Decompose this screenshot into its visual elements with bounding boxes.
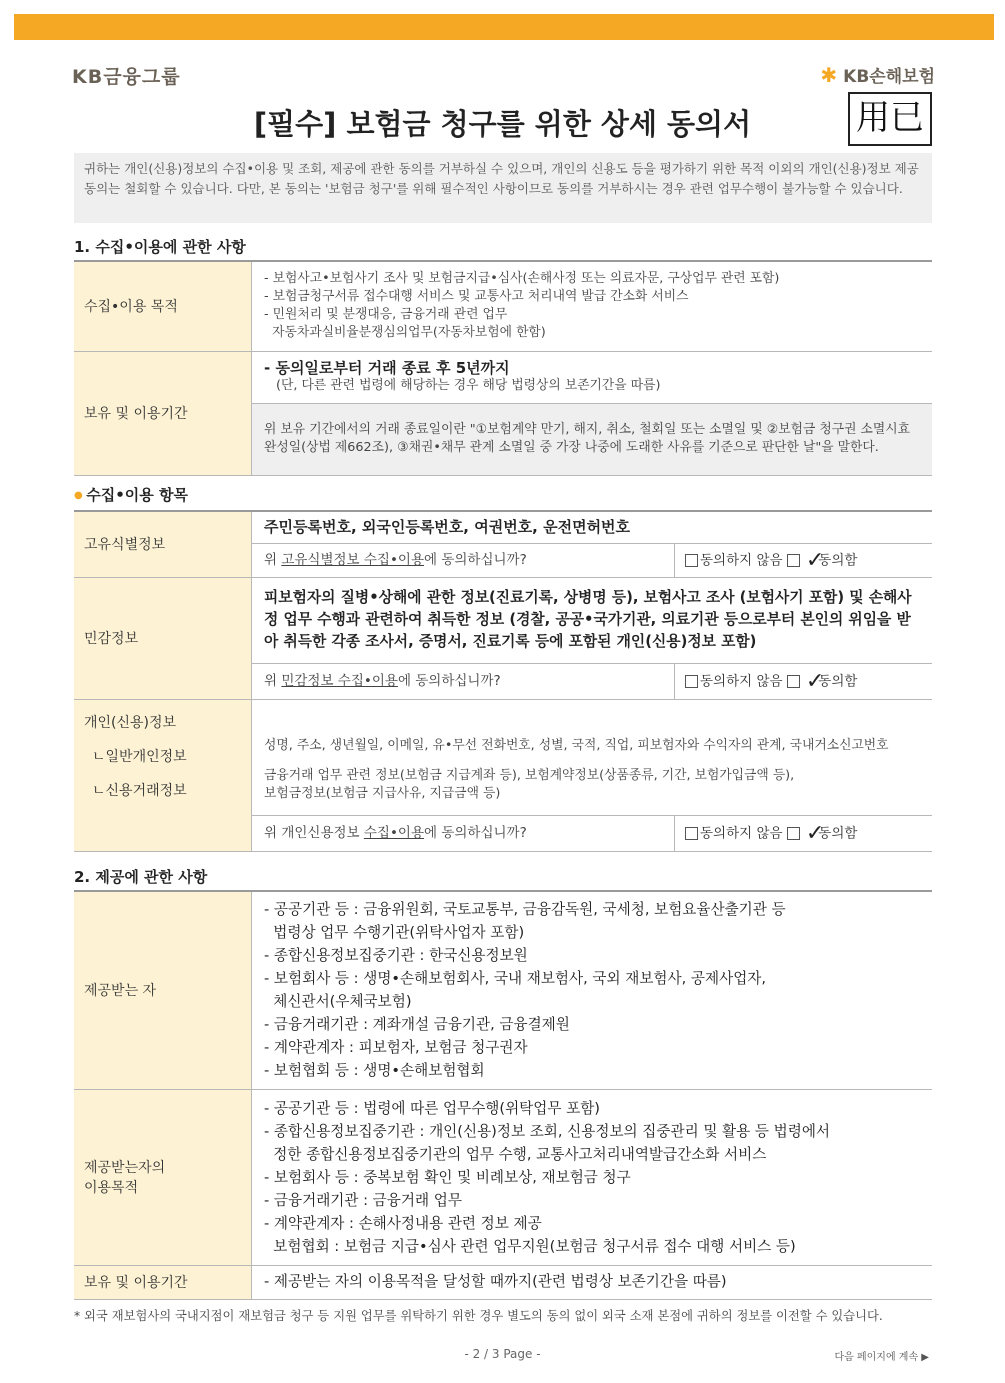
personal-values	[252, 699, 933, 815]
unique-consent	[675, 543, 933, 577]
section2-table	[74, 890, 932, 1300]
recipient-line: - 보험협회 등 : 생명•손해보험협회	[264, 1062, 485, 1080]
personal-consent	[675, 815, 933, 851]
personal-label	[74, 699, 252, 851]
footnote: * 외국 재보험사의 국내지점이 재보험금 청구 등 지원 업무를 위탁하기 위한 경우 별도의 동의 없이 외국 소재 본점에 귀하의 정보를 이전할 수 있습니다.	[74, 1309, 883, 1323]
page-number: - 2 / 3 Page -	[464, 1347, 541, 1361]
items-heading: ● 수집•이용 항목	[74, 484, 188, 505]
purpose-line: 자동차과실비율분쟁심의업무(자동차보험에 한함)	[264, 325, 546, 341]
credit-value: 금융거래 업무 관련 정보(보험금 지급계좌 등), 보험계약정보(상품종류, 기간, 보험가입금액 등),	[264, 768, 795, 783]
disagree-checkbox[interactable]	[685, 827, 698, 840]
retention-row	[74, 351, 932, 403]
purpose-line: - 금융거래기관 : 금융거래 업무	[264, 1191, 462, 1209]
purpose-line: - 계약관계자 : 손해사정내용 관련 정보 제공	[264, 1214, 542, 1232]
kb-insurance-logo	[820, 62, 935, 87]
purpose-line: - 민원처리 및 분쟁대응, 금융거래 관련 업무	[264, 307, 508, 323]
sensitive-label: 민감정보	[74, 577, 252, 699]
recipient-line: - 종합신용정보집중기관 : 한국신용정보원	[264, 947, 528, 965]
kb-financial-logo: KB금융그룹	[72, 66, 181, 88]
recipient-line: 법령상 업무 수행기관(위탁사업자 포함)	[264, 924, 525, 942]
sensitive-question	[252, 663, 675, 699]
recipients-row	[74, 891, 932, 1089]
agree-label: 동의함	[818, 825, 858, 841]
purpose-line: - 보험사고•보험사기 조사 및 보험금지급•심사(손해사정 또는 의료자문, 구상업무 관련 포함)	[264, 271, 780, 287]
q-post: 에 동의하십니까?	[424, 552, 527, 568]
checkmark-icon: ✓	[805, 547, 825, 573]
recipient-purpose-label	[74, 1089, 252, 1265]
recipient-retention-row	[74, 1265, 932, 1299]
credit-label: ㄴ신용거래정보	[92, 782, 187, 799]
credit-value: 보험금정보(보험금 지급사유, 지급금액 등)	[264, 786, 501, 801]
purpose-values	[252, 261, 933, 351]
agree-label: 동의함	[818, 552, 858, 568]
general-value: 성명, 주소, 생년월일, 이메일, 유•무선 전화번호, 성별, 국적, 직업, 피보험자와 수익자의 관계, 국내거소신고번호	[264, 738, 889, 753]
recipient-line: - 공공기관 등 : 금융위원회, 국토교통부, 금융감독원, 국세청, 보험요율산출기관 등	[264, 901, 786, 919]
retention-label: 보유 및 이용기간	[74, 351, 252, 475]
items-table	[74, 510, 932, 852]
sensitive-value: 피보험자의 질병•상해에 관한 정보(진료기록, 상병명 등), 보험사고 조사 (보험사기 포함) 및 손해사정 업무 수행과 관련하여 취득한 정보 (경찰, 공공•국가기관, 의료기관 등으로부터 본인의 위임을 받아 취득한 각종 조사서, 증명서, 진료기록 등에 포함된 개인(신용)정보 포함)	[252, 577, 933, 663]
top-accent-bar	[14, 14, 994, 40]
purpose-line: - 보험회사 등 : 중복보험 확인 및 비례보상, 재보험금 청구	[264, 1168, 631, 1186]
q-pre: 위	[264, 552, 282, 568]
notice-box: 귀하는 개인(신용)정보의 수집•이용 및 조회, 제공에 관한 동의를 거부하실 수 있으며, 개인의 신용도 등을 평가하기 위한 목적 이외의 개인(신용)정보 제공 동의는 철회할 수 있습니다. 다만, 본 동의는 '보험금 청구'를 위해 필수적인 사항이므로 동의를 거부하시는 경우 관련 업무수행이 불가능할 수 있습니다.	[74, 153, 932, 223]
q-pre: 위	[264, 673, 282, 689]
unique-value: 주민등록번호, 외국인등록번호, 여권번호, 운전면허번호	[252, 511, 933, 543]
recipient-line: - 보험회사 등 : 생명•손해보험회사, 국내 재보험사, 국외 재보험사, 공제사업자,	[264, 970, 767, 988]
personal-question	[252, 815, 675, 851]
disagree-label: 동의하지 않음	[700, 825, 783, 841]
purpose-label: 수집•이용 목적	[74, 261, 252, 351]
q-post: 에 동의하십니까?	[424, 825, 527, 841]
purpose-line: - 종합신용정보집중기관 : 개인(신용)정보 조회, 신용정보의 집중관리 및 활용 등 법령에서	[264, 1122, 831, 1140]
disagree-label: 동의하지 않음	[700, 552, 783, 568]
page-title: [필수] 보험금 청구를 위한 상세 동의서	[253, 107, 752, 141]
q-underline: 고유식별정보 수집•이용	[281, 552, 425, 568]
retention-main: - 동의일로부터 거래 종료 후 5년까지	[264, 359, 510, 377]
disagree-checkbox[interactable]	[685, 554, 698, 567]
unique-question	[252, 543, 675, 577]
recipient-line: - 계약관계자 : 피보험자, 보험금 청구권자	[264, 1039, 528, 1057]
retention-note: 위 보유 기간에서의 거래 종료일이란 "①보험계약 만기, 해지, 취소, 철회일 또는 소멸일 및 ②보험금 청구권 소멸시효 완성일(상법 제662조), ③채권•채무 관계 소멸일 중 가장 나중에 도래한 사유를 기준으로 판단한 날"을 말한다.	[252, 403, 933, 475]
agree-label: 동의함	[818, 673, 858, 689]
personal-label-text: 개인(신용)정보	[84, 714, 177, 731]
recipient-retention-value: - 제공받는 자의 이용목적을 달성할 때까지(관련 법령상 보존기간을 따름)	[252, 1265, 933, 1299]
continue-note: 다음 페이지에 계속 ▶	[834, 1352, 929, 1363]
q-pre: 위 개인신용정보	[264, 825, 364, 841]
agree-checkbox[interactable]	[787, 554, 800, 567]
disagree-label: 동의하지 않음	[700, 673, 783, 689]
section2-heading: 2. 제공에 관한 사항	[74, 868, 208, 886]
checkmark-icon: ✓	[805, 668, 825, 694]
agree-checkbox[interactable]	[787, 675, 800, 688]
recipient-line: - 금융거래기관 : 계좌개설 금융기관, 금융결제원	[264, 1016, 570, 1034]
sensitive-row	[74, 577, 932, 663]
label-line: 제공받는자의	[84, 1160, 166, 1176]
signature: 用已	[848, 92, 932, 146]
recipients-values	[252, 891, 933, 1089]
unique-label: 고유식별정보	[74, 511, 252, 577]
q-post: 에 동의하십니까?	[397, 673, 501, 689]
kb-star-icon: ✱	[820, 62, 838, 87]
recipient-purpose-row	[74, 1089, 932, 1265]
purpose-row	[74, 261, 932, 351]
purpose-line: 보험협회 : 보험금 지급•심사 관련 업무지원(보험금 청구서류 접수 대행 서비스 등)	[264, 1237, 796, 1255]
general-label: ㄴ일반개인정보	[92, 748, 187, 765]
section1-table	[74, 260, 932, 476]
retention-values	[252, 351, 933, 403]
q-underline: 수집•이용	[363, 825, 425, 841]
purpose-line: - 보험금청구서류 접수대행 서비스 및 교통사고 처리내역 발급 간소화 서비스	[264, 289, 689, 305]
personal-row	[74, 699, 932, 815]
recipient-line: 체신관서(우체국보험)	[264, 993, 412, 1011]
section1-heading: 1. 수집•이용에 관한 사항	[74, 238, 246, 256]
purpose-line: 정한 종합신용정보집중기관의 업무 수행, 교통사고처리내역발급간소화 서비스	[264, 1145, 767, 1163]
q-underline: 민감정보 수집•이용	[281, 673, 398, 689]
purpose-line: - 공공기관 등 : 법령에 따른 업무수행(위탁업무 포함)	[264, 1099, 600, 1117]
recipient-purpose-values	[252, 1089, 933, 1265]
agree-checkbox[interactable]	[787, 827, 800, 840]
sensitive-consent	[675, 663, 933, 699]
company-name: KB손해보험	[843, 67, 935, 87]
recipient-retention-label: 보유 및 이용기간	[74, 1265, 252, 1299]
unique-row	[74, 511, 932, 543]
checkmark-icon: ✓	[805, 820, 825, 846]
disagree-checkbox[interactable]	[685, 675, 698, 688]
recipients-label: 제공받는 자	[74, 891, 252, 1089]
label-line: 이용목적	[84, 1180, 139, 1196]
retention-sub: (단, 다른 관련 법령에 해당하는 경우 해당 법령상의 보존기간을 따름)	[276, 378, 661, 393]
